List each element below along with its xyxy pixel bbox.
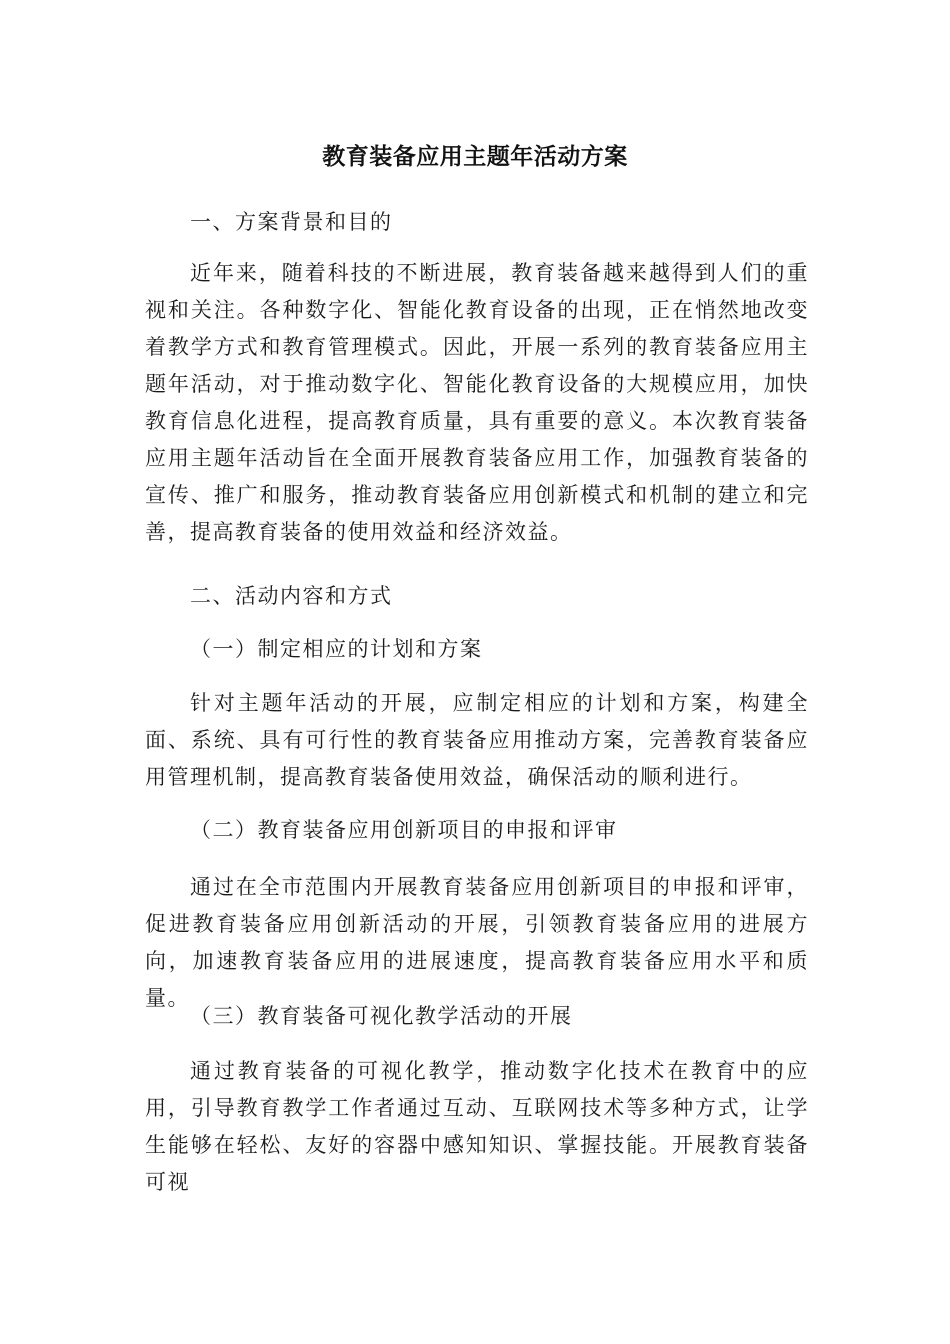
subheading-plan: （一）制定相应的计划和方案 [190, 637, 483, 661]
subheading-visual-teaching: （三）教育装备可视化教学活动的开展 [190, 1004, 573, 1028]
paragraph-visual-teaching: 通过教育装备的可视化教学，推动数字化技术在教育中的应用，引导教育教学工作者通过互动、互联网技术等多种方式，让学生能够在轻松、友好的容器中感知知识、掌握技能。开展教育装备可视 [145, 1059, 809, 1194]
subheading-innovation-projects: （二）教育装备应用创新项目的申报和评审 [190, 818, 618, 842]
document-title: 教育装备应用主题年活动方案 [322, 144, 628, 170]
paragraph-innovation-projects: 通过在全市范围内开展教育装备应用创新项目的申报和评审，促进教育装备应用创新活动的开展，引领教育装备应用的进展方向，加速教育装备应用的进展速度，提高教育装备应用水平和质量。 [145, 875, 809, 1010]
section-heading-background: 一、方案背景和目的 [190, 210, 393, 234]
section-heading-activities: 二、活动内容和方式 [190, 584, 393, 608]
paragraph-plan: 针对主题年活动的开展，应制定相应的计划和方案，构建全面、系统、具有可行性的教育装备应用推动方案，完善教育装备应用管理机制，提高教育装备使用效益，确保活动的顺利进行。 [145, 691, 809, 789]
paragraph-background: 近年来，随着科技的不断进展，教育装备越来越得到人们的重视和关注。各种数字化、智能化教育设备的出现，正在悄然地改变着教学方式和教育管理模式。因此，开展一系列的教育装备应用主题年活动，对于推动数字化、智能化教育设备的大规模应用，加快教育信息化进程，提高教育质量，具有重要的意义。本次教育装备应用主题年活动旨在全面开展教育装备应用工作，加强教育装备的宣传、推广和服务，推动教育装备应用创新模式和机制的建立和完善，提高教育装备的使用效益和经济效益。 [145, 261, 809, 544]
